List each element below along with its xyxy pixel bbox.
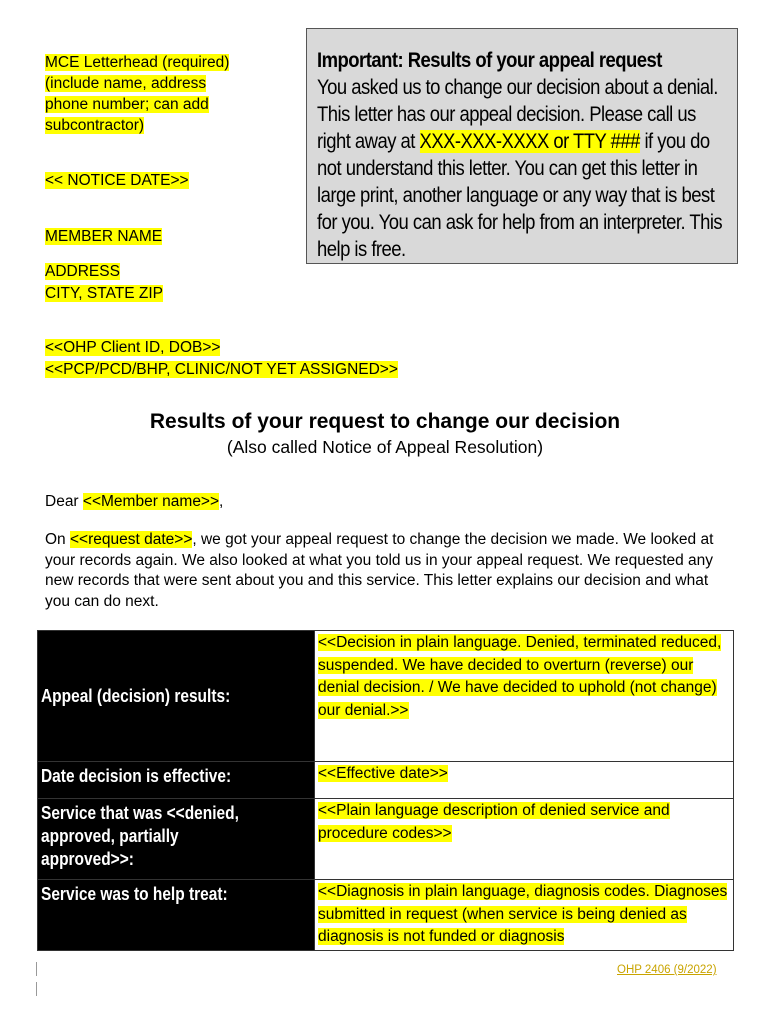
greeting-prefix: Dear xyxy=(45,493,83,510)
row-label xyxy=(38,631,315,762)
greeting-member-name: <<Member name>> xyxy=(82,493,220,510)
important-notice-box xyxy=(306,28,738,264)
row-value xyxy=(315,799,734,880)
results-table xyxy=(37,630,734,951)
row-label xyxy=(38,799,315,880)
body-paragraph xyxy=(45,530,735,612)
row-label xyxy=(38,762,315,799)
phone-number: XXX-XXX-XXXX or TTY ### xyxy=(419,130,640,153)
table-row xyxy=(38,762,734,799)
letterhead-line-2: (include name, address xyxy=(45,75,207,92)
row-label-text: Service was to help treat: xyxy=(41,884,228,904)
member-ids xyxy=(45,337,398,381)
form-code: OHP 2406 (9/2022) xyxy=(617,964,717,976)
letterhead-placeholder xyxy=(45,52,285,136)
important-title: Important: Results of your appeal request xyxy=(317,49,662,72)
page-subtitle: (Also called Notice of Appeal Resolution) xyxy=(226,437,544,457)
row-value xyxy=(315,631,734,762)
row-label-text: Date decision is effective: xyxy=(41,766,232,786)
letterhead-line-3: phone number; can add xyxy=(45,96,209,113)
row-value-text: <<Decision in plain language. Denied, terminated reduced, suspended. We have decided to overturn (reverse) our denial decision. / We have decided to uphold (not change) our denial.>> xyxy=(318,634,722,719)
important-text-2: if you do not understand this letter. You can get this letter in large print, another language or any way that is best for you. You can ask for help from an interpreter. This help is free. xyxy=(317,130,723,261)
row-label-text: Service that was <<denied, approved, partially approved>>: xyxy=(41,803,239,869)
table-row xyxy=(38,799,734,880)
letterhead-line-4: subcontractor) xyxy=(45,117,145,134)
client-id: <<OHP Client ID, DOB>> xyxy=(45,339,221,356)
margin-mark xyxy=(36,982,37,996)
margin-marks xyxy=(36,962,37,998)
address-line-1: ADDRESS xyxy=(45,263,120,280)
table-row xyxy=(38,631,734,762)
greeting xyxy=(45,493,223,511)
row-value-text: <<Diagnosis in plain language, diagnosis codes. Diagnoses submitted in request (when service is being denied as diagnosis is not funded or diagnosis xyxy=(318,883,728,945)
member-name-text: MEMBER NAME xyxy=(45,228,163,245)
notice-date xyxy=(45,172,189,190)
greeting-suffix: , xyxy=(219,493,224,510)
table-row xyxy=(38,880,734,951)
notice-date-text: << NOTICE DATE>> xyxy=(45,172,189,189)
row-label-text: Appeal (decision) results: xyxy=(41,685,231,706)
address-line-2: CITY, STATE ZIP xyxy=(45,285,163,302)
page-title: Results of your request to change our decision xyxy=(149,410,621,433)
member-name xyxy=(45,228,162,246)
row-value-text: <<Plain language description of denied service and procedure codes>> xyxy=(318,802,670,842)
row-label xyxy=(38,880,315,951)
member-address xyxy=(45,261,163,305)
row-value xyxy=(315,880,734,951)
body-prefix: On xyxy=(45,531,70,548)
important-body xyxy=(317,74,731,263)
request-date: <<request date>> xyxy=(69,531,193,548)
letterhead-line-1: MCE Letterhead (required) xyxy=(45,54,230,71)
pcp-assignment: <<PCP/PCD/BHP, CLINIC/NOT YET ASSIGNED>> xyxy=(45,361,398,378)
row-value xyxy=(315,762,734,799)
row-value-text: <<Effective date>> xyxy=(318,765,448,782)
body-text: , we got your appeal request to change the decision we made. We looked at your records again. We also looked at what you told us in your appeal request. We requested any new records that were sent about you and this service. This letter explains our decision and what you can do next. xyxy=(45,531,714,610)
margin-mark xyxy=(36,962,37,976)
important-text-1: You asked us to change our decision about a denial. This letter has our appeal decision. Please call us right away at xyxy=(317,76,718,153)
